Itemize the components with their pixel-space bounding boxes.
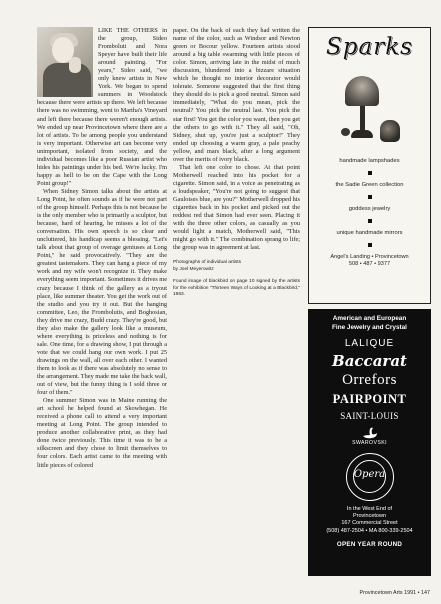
separator-square-icon [368,219,372,223]
jewelry-ad-heading: American and European Fine Jewelry and Crystal [332,315,407,331]
photo-captions [173,260,300,298]
sparks-advertisement [308,27,431,304]
separator-square-icon [368,195,372,199]
separator-square-icon [368,243,372,247]
article-paragraph-1: LIKE THE OTHERS in the group, Sideo Fromboluti and Nora Speyer have built their life around painting. "For years," Sideo said, "we only knew artists in New York. We began to spend summers in Woodstock because there were artists up there. We left because there was no swimming, went to Martha's Vineyard and left there because there weren't enough artists. We ended up near Provincetown where there are a lot of artists. To be among people you understand is very important. Otherwise art can become very unimportant, isolated from society, and the individual becomes like a poor Russian artist who hides his paintings under his bed. We're lucky. I'm happy as hell to be on the Cape with the Long Point group!" [37,27,167,187]
opera-logo [346,453,394,501]
sparks-address: Angel's Landing • Provincetown 508 • 487 • 9377 [330,254,409,267]
photo-credit-line-2: by Joel Meyerowitz [173,266,214,272]
sparks-item-mirrors: unique handmade mirrors [336,230,403,236]
article-column-1 [37,27,167,470]
sparks-item-lampshades: handmade lampshades [339,158,400,164]
brand-orrefors: Orrefors [342,372,397,388]
opera-logo-text: Opera [353,469,386,480]
brand-baccarat: Baccarat [332,352,407,370]
jewelry-address: In the West End of Provincetown 167 Commercial Street (508) 487-2504 • MA 800-339-2504 [326,506,413,534]
page-footer: Provincetown Arts 1991 • 147 [359,590,430,596]
article-column-2 [173,27,300,304]
photo-credit-line-1: Photographs of individual artists [173,260,241,266]
image-credit: Found image of blackbird on page 10 signed by the artists for the exhibition "Thirteen Ways of Looking at a Blackbird," 1983. [173,279,300,297]
article-paragraph-3: One summer Simon was in Maine running the art school he helped found at Skowhegan. He received a phone call to attend a very important meeting at Long Point. The group intended to produce another collaborative print, as they had done twice previously. This time it was to be a silkscreen and they chose to limit themselves to four colors. Each artist came to the meeting with little pieces of colored [37,397,167,469]
lamp-photo [309,68,430,156]
sparks-logo: Sparks [326,34,413,60]
open-year-round: OPEN YEAR ROUND [336,540,403,548]
brand-saint-louis: SAINT-LOUIS [340,411,399,421]
swan-icon [360,426,380,440]
artist-photo [37,27,93,97]
brand-lalique: LALIQUE [344,338,395,349]
brand-swarovski: SWAROVSKI [352,440,387,446]
sparks-item-sadie-green: the Sadie Green collection [335,182,404,188]
jewelry-advertisement [308,309,431,576]
separator-square-icon [368,171,372,175]
article-paragraph-2: When Sidney Simon talks about the artists at Long Point, he often sounds as if he were not part of the group himself. Perhaps this is not because he is the only member who is primarily a sculptor, but because, hard of hearing, he misses a lot of the conversation. His own speech is so clear and uncluttered, his handicap seems a blessing. "Let's talk about that group of overage geniuses at Long Point," he said provocatively. "They are the greatest tastemakers. They can hang a piece of my work and my wife won't recognize it. They make everything seem important. Sometimes it drives me crazy because I think of the gallery as a tryout place, like summer theater. You get the work out of the studio and you try it out. But the hanging committee, Leo, the Frombolutis, and Boghosian, they drive me crazy, Budd crazy. They're good, but they also make the gallery look like a museum, where everything is priceless and nothing is for sale. One time, for a drawing show, I put through a vote that we could hang our own work. I put 25 drawings on the wall, all over each other. I wanted them to look as if there was absolutely no sense to the arrangement. They made me take the back wall, out of view, but the funny thing is I sold three or four of them." [37,187,167,397]
brand-pairpoint: PAIRPOINT [332,392,407,406]
sparks-item-goddess-jewelry: goddess jewelry [348,206,391,212]
article-paragraph-5: That left one color to chose. At that point Motherwell reached into his pocket for a cigarette. Simon said, in a voice as penetrating as a loudspeaker, "You're not going to suggest that Gauloises blue, are you?" Motherwell dropped his cigarettes back in his pocket and picked out the reddest red that Simon had ever seen. Placing it with the three other colors, as casually as you would light a match, Motherwell said, "This might go with it." The combination sprang to life; the group was in agreement at last. [173,163,300,252]
article-paragraph-4: paper. On the back of each they had written the name of the color, such as Windsor and Newton green or Bocour yellow. Fourteen artists stood around a big table swarming with little pieces of color. Simon, arriving late in the midst of much discussion, blundered into a bizzare situation which he thought no interior decorator would tolerate. Someone suggested that the first thing they should do is pick a good neutral. Simon said immediately, "What do you mean, pick the neutral? You pick the neutral last. You pick the star first! You get the color you want, then you get the others to go with it." They all said, "Oh, Sidney, shut up, you're just a sculptor!" They ended up choosing a warm gray, a pale peachy yellow, and mars black, after a long argument over the merits of ivory black. [173,27,300,163]
